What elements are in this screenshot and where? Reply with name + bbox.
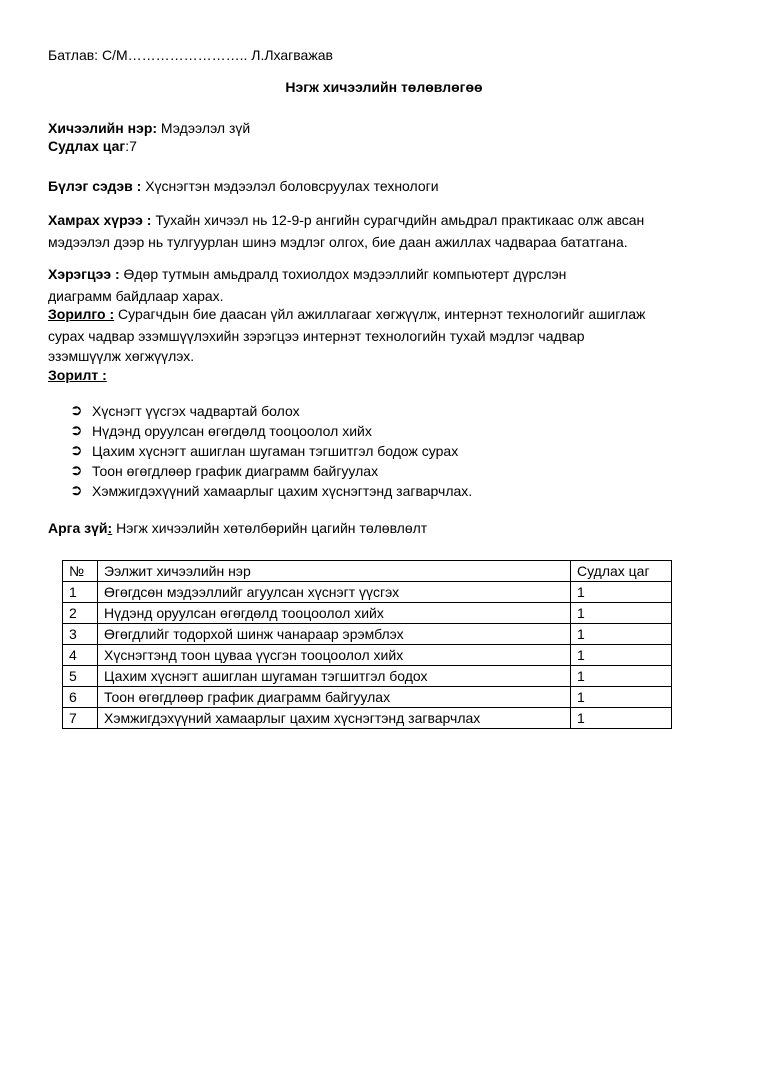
hours-value: :7 [125, 138, 137, 154]
table-row [63, 666, 672, 687]
row-number: 6 [63, 687, 98, 708]
row-hours: 1 [571, 687, 672, 708]
row-lesson-name: Өгөгдлийг тодорхой шинж чанараар эрэмблэх [98, 624, 571, 645]
list-item-text: Цахим хүснэгт ашиглан шугаман тэгшитгэл бодож сурах [92, 443, 459, 459]
goal-line-3: эзэмшүүлж хөгжүүлэх. [48, 348, 195, 364]
arrow-bullet-icon: ➲ [70, 482, 83, 499]
row-hours: 1 [571, 666, 672, 687]
row-hours: 1 [571, 603, 672, 624]
need-text-1: Өдөр тутмын амьдралд тохиолдох мэдээллийг компьютерт дүрслэн [119, 266, 567, 282]
table-row [63, 645, 672, 666]
scope-text-1: Тухайн хичээл нь 12-9-р ангийн сурагчдийн амьдрал практикаас олж авсан [151, 212, 645, 228]
scope-label: Хамрах хүрээ : [48, 212, 152, 228]
list-item [70, 461, 472, 481]
method-value: Нэгж хичээлийн хөтөлбөрийн цагийн төлөвлөлт [112, 520, 428, 536]
topic-line [48, 178, 439, 195]
table-row [63, 624, 672, 645]
header-lesson-name: Ээлжит хичээлийн нэр [98, 561, 571, 582]
goal-text-1: Сурагчдын бие даасан үйл ажиллагааг хөгжүүлж, интернэт технологийг ашиглаж [114, 306, 646, 322]
row-lesson-name: Цахим хүснэгт ашиглан шугаман тэгшитгэл бодох [98, 666, 571, 687]
method-label: Арга зүй: [48, 520, 113, 536]
table-header-row [63, 561, 672, 582]
row-lesson-name: Өгөгдсөн мэдээллийг агуулсан хүснэгт үүсгэх [98, 582, 571, 603]
hours-label: Судлах цаг [48, 138, 126, 154]
row-hours: 1 [571, 645, 672, 666]
row-hours: 1 [571, 708, 672, 729]
row-number: 1 [63, 582, 98, 603]
objectives-heading [48, 367, 107, 384]
lesson-name-value: Мэдээлэл зүй [157, 120, 251, 136]
approval-line: Батлав: С/М…………………….. Л.Лхагважав [48, 47, 333, 63]
table-row [63, 582, 672, 603]
row-lesson-name: Хэмжигдэхүүний хамаарлыг цахим хүснэгтэнд загварчлах [98, 708, 571, 729]
row-number: 7 [63, 708, 98, 729]
lesson-name-line [48, 120, 250, 137]
goal-line-2: сурах чадвар эзэмшүүлэхийн зэрэгцээ интернэт технологийн тухай мэдлэг чадвар [48, 328, 585, 344]
objectives-label: Зорилт : [48, 367, 107, 383]
lesson-name-label: Хичээлийн нэр: [48, 120, 158, 136]
hours-line [48, 138, 137, 155]
need-line-1 [48, 266, 566, 283]
list-item [70, 421, 472, 441]
row-lesson-name: Хүснэгтэнд тоон цуваа үүсгэн тооцоолол хийх [98, 645, 571, 666]
row-number: 4 [63, 645, 98, 666]
page-title: Нэгж хичээлийн төлөвлөгөө [285, 79, 483, 95]
scope-line-1 [48, 212, 644, 229]
list-item-text: Хүснэгт үүсгэх чадвартай болох [92, 403, 300, 419]
row-number: 2 [63, 603, 98, 624]
row-number: 5 [63, 666, 98, 687]
need-line-2: диаграмм байдлаар харах. [48, 288, 224, 304]
list-item [70, 481, 472, 501]
arrow-bullet-icon: ➲ [70, 402, 83, 419]
goal-line-1 [48, 306, 645, 323]
goal-label: Зорилго : [48, 306, 115, 322]
topic-label: Бүлэг сэдэв : [48, 178, 142, 194]
row-lesson-name: Нүдэнд оруулсан өгөгдөлд тооцоолол хийх [98, 603, 571, 624]
row-hours: 1 [571, 582, 672, 603]
arrow-bullet-icon: ➲ [70, 462, 83, 479]
header-number: № [63, 561, 98, 582]
table-row [63, 603, 672, 624]
row-number: 3 [63, 624, 98, 645]
list-item [70, 441, 472, 461]
need-label: Хэрэгцээ : [48, 266, 120, 282]
list-item-text: Хэмжигдэхүүний хамаарлыг цахим хүснэгтэнд загварчлах. [92, 483, 473, 499]
scope-line-2: мэдээлэл дээр нь тулгуурлан шинэ мэдлэг олгох, бие даан ажиллах чадвараа бататгана. [48, 234, 628, 250]
arrow-bullet-icon: ➲ [70, 442, 83, 459]
method-line [48, 520, 427, 537]
header-hours: Судлах цаг [571, 561, 672, 582]
lesson-plan-table [62, 560, 672, 729]
table-row [63, 687, 672, 708]
objectives-list [70, 401, 472, 501]
table-row [63, 708, 672, 729]
list-item [70, 401, 472, 421]
list-item-text: Нүдэнд оруулсан өгөгдөлд тооцоолол хийх [92, 423, 372, 439]
arrow-bullet-icon: ➲ [70, 422, 83, 439]
row-hours: 1 [571, 624, 672, 645]
row-lesson-name: Тоон өгөгдлөөр график диаграмм байгуулах [98, 687, 571, 708]
topic-value: Хүснэгтэн мэдээлэл боловсруулах технологи [141, 178, 439, 194]
list-item-text: Тоон өгөгдлөөр график диаграмм байгуулах [92, 463, 379, 479]
